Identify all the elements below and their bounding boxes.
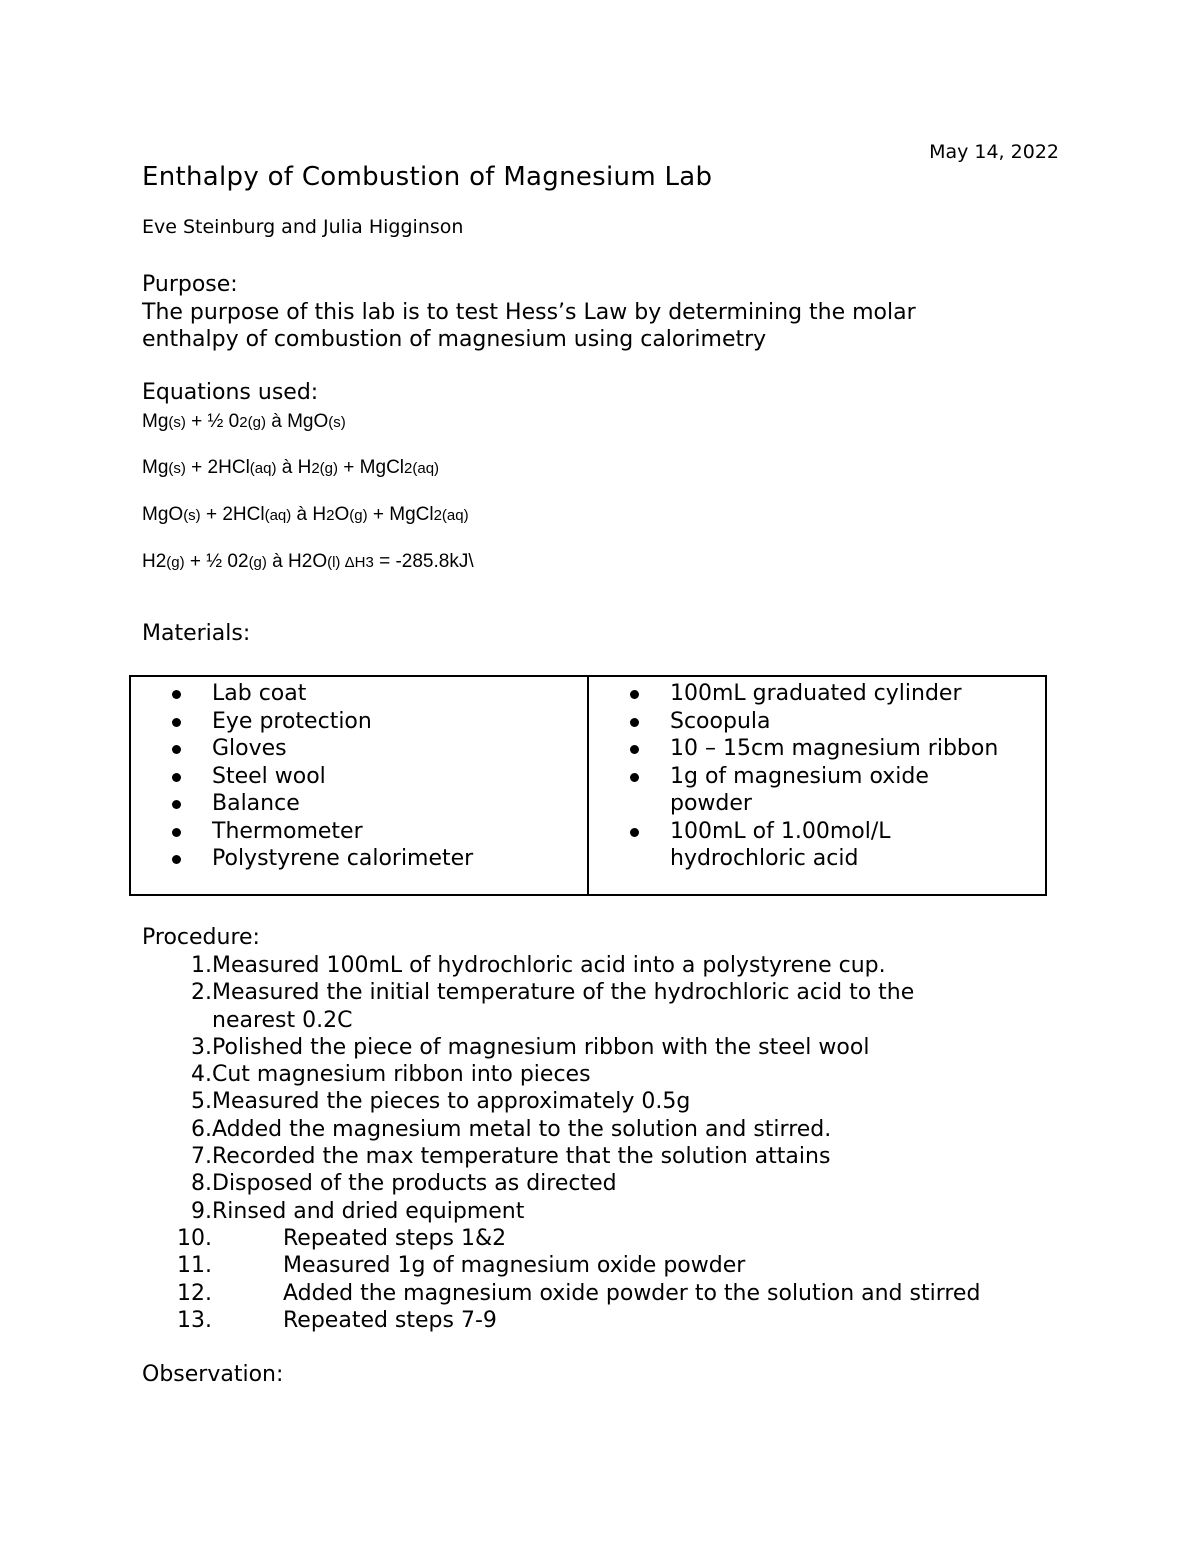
procedure-step <box>142 979 915 1034</box>
materials-item-label: Balance <box>212 791 300 816</box>
bullet-icon <box>172 690 181 699</box>
materials-list-item <box>589 818 1045 873</box>
procedure-step <box>142 1170 617 1197</box>
equation-4 <box>142 551 474 573</box>
procedure-step <box>142 1225 507 1252</box>
eq-state: (g) <box>349 507 368 524</box>
step-text: Measured 100mL of hydrochloric acid into a polystyrene cup. <box>212 953 886 978</box>
equations-heading: Equations used: <box>142 380 319 405</box>
bullet-icon <box>630 745 639 754</box>
step-number: 6. <box>191 1116 212 1142</box>
step-number: 7. <box>191 1144 212 1170</box>
eq-term: O <box>334 504 350 525</box>
eq-state: (s) <box>183 507 201 524</box>
eq-term: H <box>297 457 312 478</box>
document-authors: Eve Steinburg and Julia Higginson <box>142 216 464 238</box>
step-number: 9. <box>191 1198 212 1224</box>
bullet-icon <box>630 690 639 699</box>
eq-term: + ½ 0 <box>185 411 240 432</box>
eq-state: 2(aq) <box>404 460 440 477</box>
eq-arrow: à <box>291 504 313 525</box>
procedure-step <box>142 1143 831 1170</box>
eq-term: MgO <box>142 504 184 525</box>
step-number: 2. <box>191 980 212 1006</box>
purpose-line: enthalpy of combustion of magnesium using calorimetry <box>142 327 767 352</box>
bullet-icon <box>630 828 639 837</box>
eq-state: 2(g) <box>239 414 266 431</box>
eq-state: 2(g) <box>311 460 339 477</box>
equation-3 <box>142 504 469 526</box>
materials-list-item <box>131 818 587 846</box>
materials-item-label: 10 – 15cm magnesium ribbon <box>670 736 999 761</box>
procedure-step <box>142 1280 981 1307</box>
materials-item-label: Thermometer <box>212 818 363 844</box>
step-number: 5. <box>191 1089 212 1115</box>
purpose-heading: Purpose: <box>142 272 238 297</box>
eq-state: 3 <box>365 554 374 571</box>
step-text: Added the magnesium oxide powder to the solution and stirred <box>283 1280 981 1306</box>
bullet-icon <box>172 800 181 809</box>
eq-state: 2 <box>326 507 335 524</box>
materials-item-label: Steel wool <box>212 763 326 789</box>
materials-item-label: Eye protection <box>212 708 372 734</box>
bullet-icon <box>630 718 639 727</box>
eq-term: MgO <box>287 411 329 432</box>
step-number: 1. <box>191 953 212 978</box>
eq-state: (g) <box>166 554 185 571</box>
materials-item-label: Lab coat <box>212 681 307 706</box>
procedure-step <box>142 1252 746 1279</box>
observation-heading: Observation: <box>142 1362 284 1387</box>
bullet-icon <box>172 855 181 864</box>
step-text: Added the magnesium metal to the solution and stirred. <box>212 1116 832 1142</box>
materials-list-item <box>131 790 587 818</box>
step-text: Measured 1g of magnesium oxide powder <box>283 1253 746 1279</box>
materials-list-item <box>131 845 587 873</box>
eq-state: (s) <box>168 414 186 431</box>
procedure-list <box>142 952 981 1334</box>
step-number: 4. <box>191 1062 212 1088</box>
procedure-step <box>142 1116 832 1143</box>
eq-term: H2 <box>142 551 167 572</box>
eq-state: (g) <box>248 554 267 571</box>
step-text: Rinsed and dried equipment <box>212 1198 525 1224</box>
purpose-line: The purpose of this lab is to test Hess’s Law by determining the molar <box>142 300 916 325</box>
materials-list-item <box>589 708 1045 736</box>
step-text: Measured the initial temperature of the hydrochloric acid to the <box>212 980 915 1006</box>
materials-table <box>129 675 1047 896</box>
eq-state: (s) <box>328 414 346 431</box>
step-text: Repeated steps 7-9 <box>283 1307 497 1333</box>
materials-list-item <box>131 735 587 763</box>
step-number: 11. <box>177 1253 212 1279</box>
step-text: Polished the piece of magnesium ribbon with the steel wool <box>212 1034 870 1060</box>
eq-term: + ½ 02 <box>184 551 249 572</box>
eq-term: + 2HCl <box>185 457 250 478</box>
materials-list-item <box>589 735 1045 763</box>
materials-item-label: 1g of magnesium oxide <box>670 763 929 789</box>
procedure-step <box>142 1088 691 1115</box>
bullet-icon <box>630 773 639 782</box>
procedure-step <box>142 952 886 979</box>
step-text: Repeated steps 1&2 <box>283 1225 507 1251</box>
bullet-icon <box>172 828 181 837</box>
materials-heading: Materials: <box>142 621 251 646</box>
eq-term: H2O <box>288 551 328 572</box>
eq-term: + MgCl <box>367 504 434 525</box>
step-text: Recorded the max temperature that the solution attains <box>212 1144 831 1170</box>
eq-state: 2(aq) <box>433 507 469 524</box>
bullet-icon <box>172 773 181 782</box>
bullet-icon <box>172 745 181 754</box>
procedure-step <box>142 1198 525 1225</box>
materials-item-label: 100mL graduated cylinder <box>670 681 962 706</box>
equation-2 <box>142 457 439 479</box>
eq-state: (s) <box>168 460 186 477</box>
bullet-icon <box>172 718 181 727</box>
eq-arrow: à <box>265 411 288 432</box>
materials-list-item <box>131 680 587 708</box>
materials-list-item <box>589 680 1045 708</box>
eq-term: Mg <box>142 457 169 478</box>
materials-item-label-cont: hydrochloric acid <box>670 846 859 871</box>
step-number: 13. <box>177 1307 212 1333</box>
materials-item-label-cont: powder <box>670 791 752 816</box>
materials-list-item <box>131 708 587 736</box>
eq-term: H <box>312 504 327 525</box>
eq-state: (aq) <box>264 507 292 524</box>
eq-term: Mg <box>142 411 169 432</box>
eq-arrow: à <box>276 457 298 478</box>
materials-list-item <box>131 763 587 791</box>
eq-arrow: à <box>266 551 289 572</box>
procedure-step <box>142 1034 870 1061</box>
step-text: Disposed of the products as directed <box>212 1171 617 1197</box>
equation-1 <box>142 411 346 433</box>
procedure-heading: Procedure: <box>142 925 260 950</box>
eq-state: (l) ΔH <box>327 554 366 571</box>
eq-state: (aq) <box>249 460 277 477</box>
procedure-step <box>142 1307 497 1334</box>
eq-term: = -285.8kJ\ <box>373 551 474 572</box>
document-date: May 14, 2022 <box>929 141 1059 163</box>
materials-item-label: Polystyrene calorimeter <box>212 846 474 871</box>
materials-column-left <box>131 677 587 894</box>
eq-term: + MgCl <box>338 457 405 478</box>
step-number: 10. <box>177 1225 212 1251</box>
document-title: Enthalpy of Combustion of Magnesium Lab <box>142 162 713 192</box>
step-text-cont: nearest 0.2C <box>212 1007 353 1033</box>
materials-column-right <box>587 677 1045 894</box>
eq-term: + 2HCl <box>200 504 265 525</box>
step-text: Measured the pieces to approximately 0.5g <box>212 1089 691 1115</box>
materials-item-label: Scoopula <box>670 708 771 734</box>
step-number: 8. <box>191 1171 212 1197</box>
step-text: Cut magnesium ribbon into pieces <box>212 1062 591 1088</box>
materials-item-label: 100mL of 1.00mol/L <box>670 818 891 844</box>
materials-list-item <box>589 763 1045 818</box>
materials-item-label: Gloves <box>212 736 287 761</box>
purpose-text <box>142 299 916 353</box>
procedure-step <box>142 1061 591 1088</box>
step-number: 3. <box>191 1034 212 1060</box>
step-number: 12. <box>177 1280 212 1306</box>
